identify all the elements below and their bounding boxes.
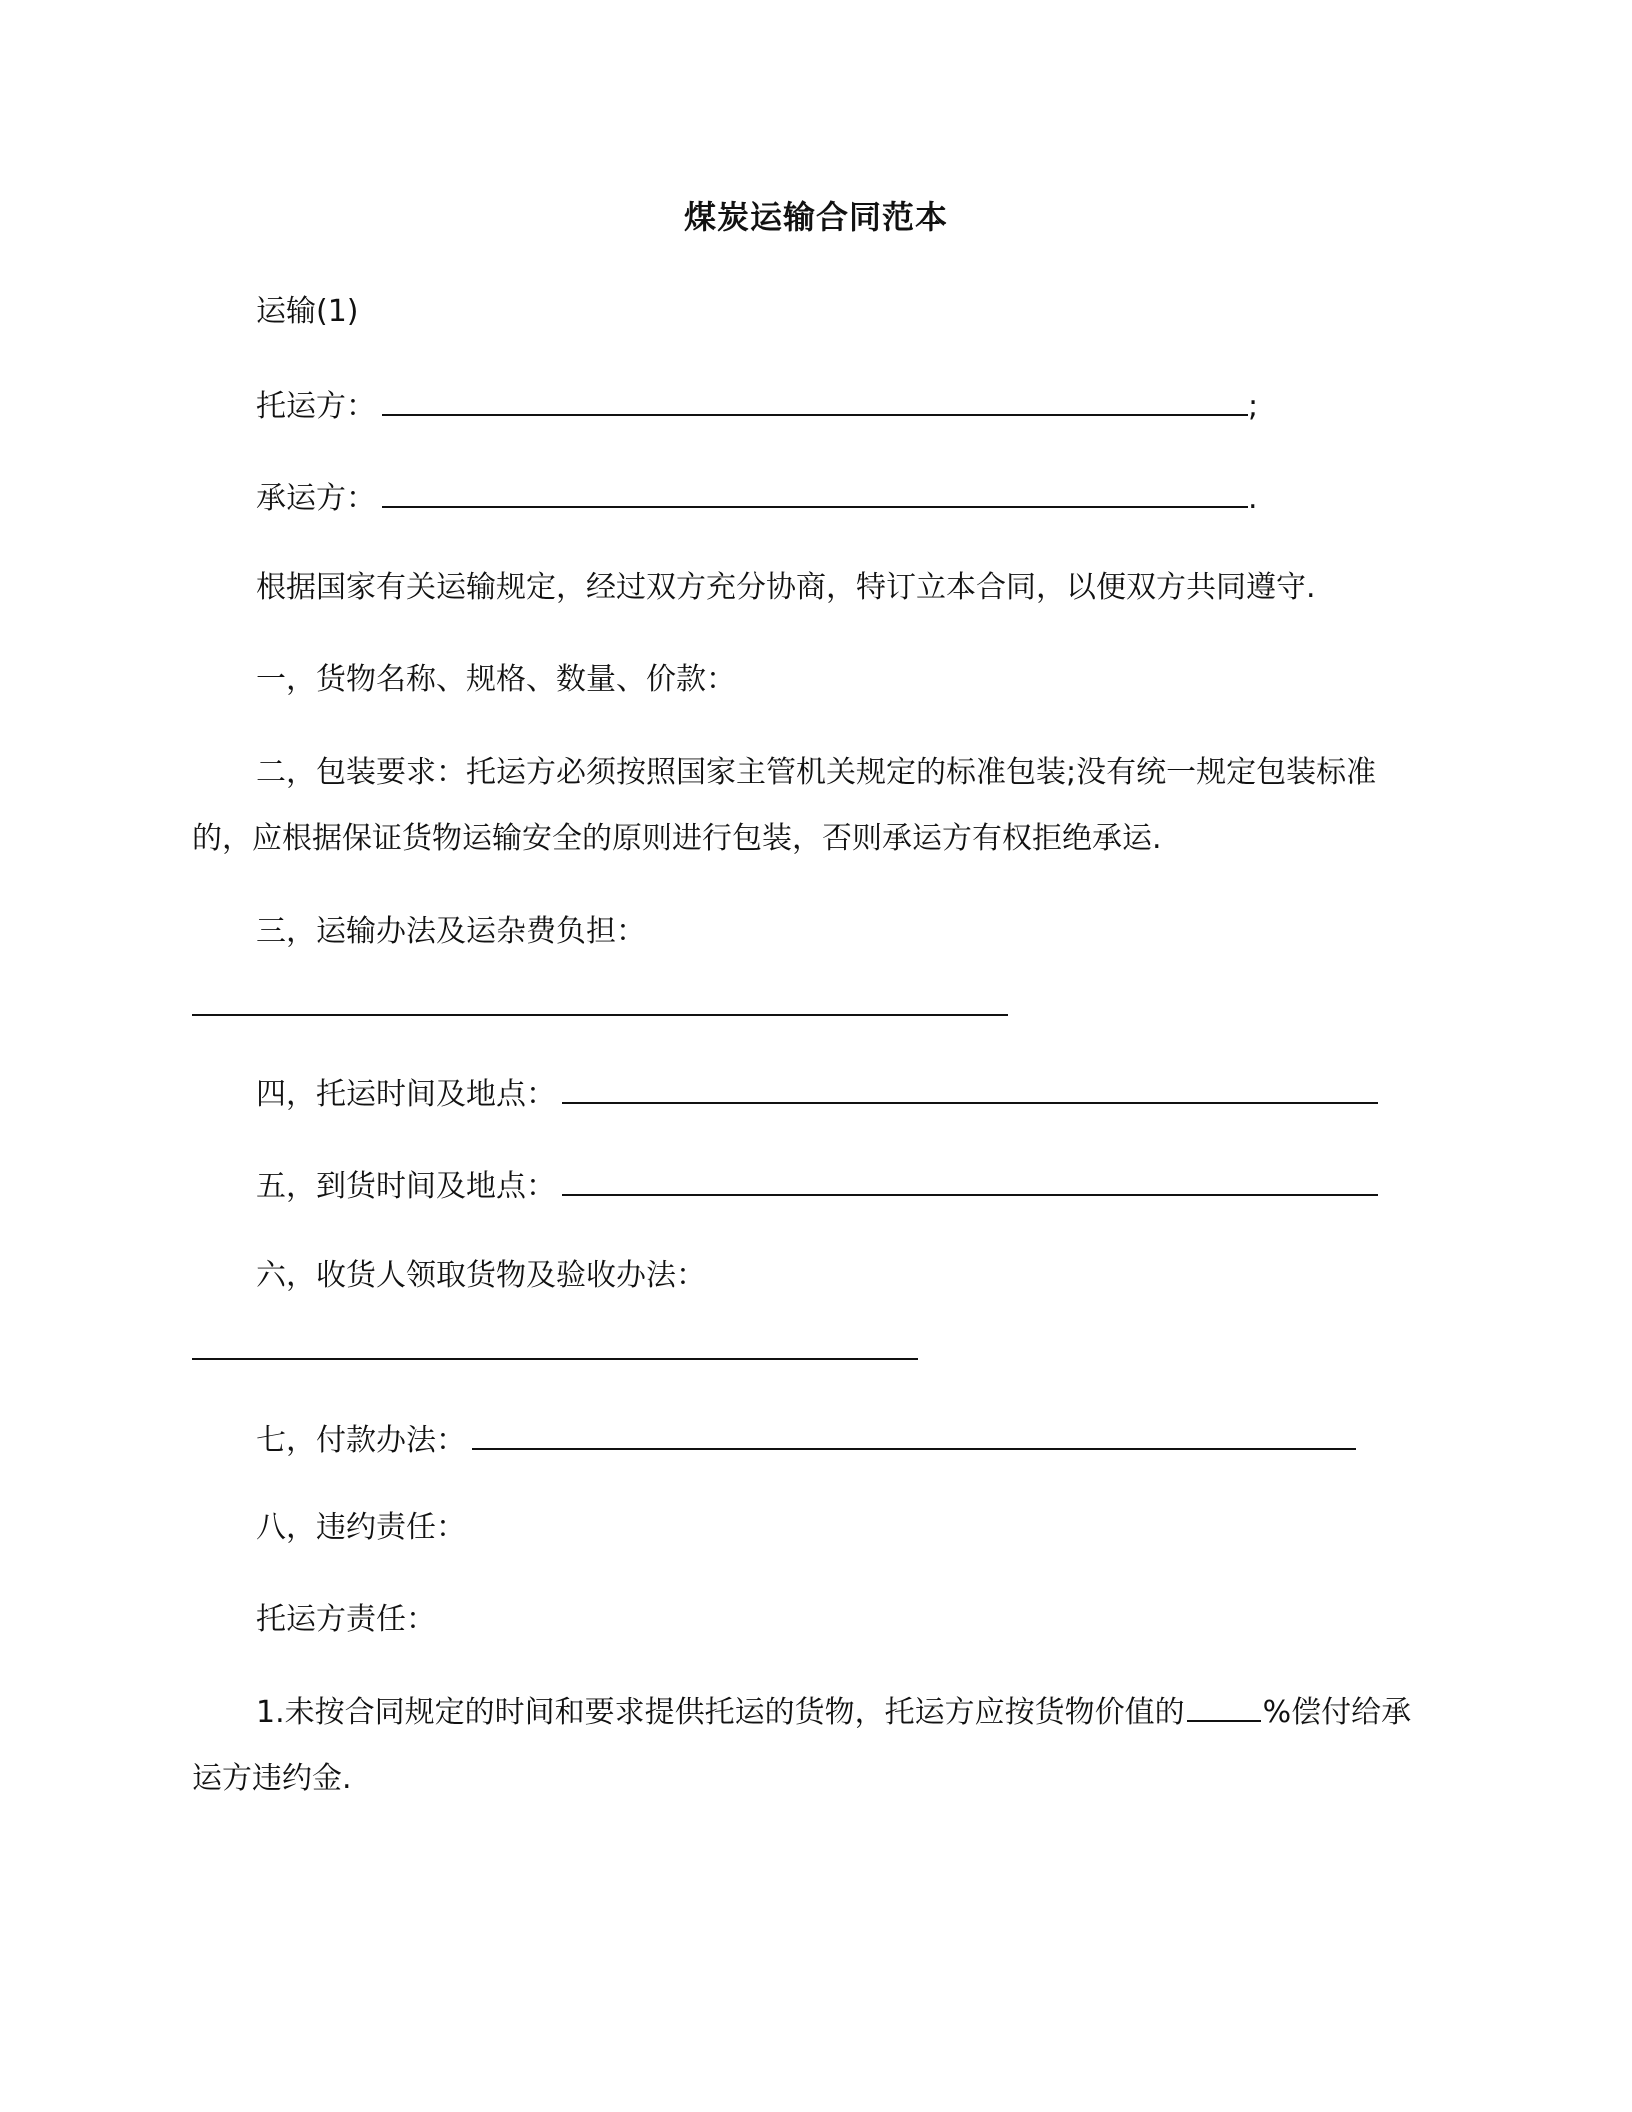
shipper-label: 托运方：	[256, 389, 376, 424]
clause-shipping-time: 四，托运时间及地点：	[256, 1077, 556, 1112]
clause-packaging: 二，包装要求：托运方必须按照国家主管机关规定的标准包装;没有统一规定包装标准的，应根据保证货物运输安全的原则进行包装，否则承运方有权拒绝承运.	[192, 755, 1377, 856]
carrier-label: 承运方：	[256, 481, 376, 516]
percent-blank[interactable]	[1187, 1690, 1261, 1722]
carrier-line	[256, 476, 1258, 519]
clause-shipping-time-line	[256, 1072, 1378, 1115]
carrier-blank[interactable]	[382, 476, 1248, 508]
document-subtitle: 运输(1)	[256, 294, 359, 329]
payment-blank[interactable]	[472, 1418, 1356, 1450]
shipper-end: ;	[1248, 389, 1259, 424]
acceptance-blank[interactable]	[192, 1358, 918, 1360]
liability-item-1	[192, 1680, 1422, 1812]
liability-item-1-text-b: %偿付给承运方违约金.	[192, 1695, 1412, 1796]
shipper-line	[256, 384, 1258, 427]
transport-method-blank[interactable]	[192, 1014, 1008, 1016]
shipping-time-blank[interactable]	[562, 1072, 1378, 1104]
clause-arrival-time-line	[256, 1164, 1378, 1207]
clause-arrival-time: 五，到货时间及地点：	[256, 1169, 556, 1204]
shipper-liability-heading: 托运方责任：	[256, 1602, 436, 1637]
clause-payment: 七，付款办法：	[256, 1423, 466, 1458]
arrival-time-blank[interactable]	[562, 1164, 1378, 1196]
clause-transport-method: 三，运输办法及运杂费负担：	[256, 914, 646, 949]
liability-item-1-text-a: 1.未按合同规定的时间和要求提供托运的货物，托运方应按货物价值的	[256, 1695, 1185, 1730]
clause-goods: 一，货物名称、规格、数量、价款：	[256, 662, 736, 697]
clause-acceptance: 六，收货人领取货物及验收办法：	[256, 1258, 706, 1293]
clause-liability: 八，违约责任：	[256, 1510, 466, 1545]
document-title: 煤炭运输合同范本	[683, 198, 948, 236]
carrier-end: .	[1248, 481, 1258, 516]
preamble: 根据国家有关运输规定，经过双方充分协商，特订立本合同，以便双方共同遵守.	[256, 570, 1316, 605]
clause-payment-line	[256, 1418, 1356, 1461]
shipper-blank[interactable]	[382, 384, 1248, 416]
